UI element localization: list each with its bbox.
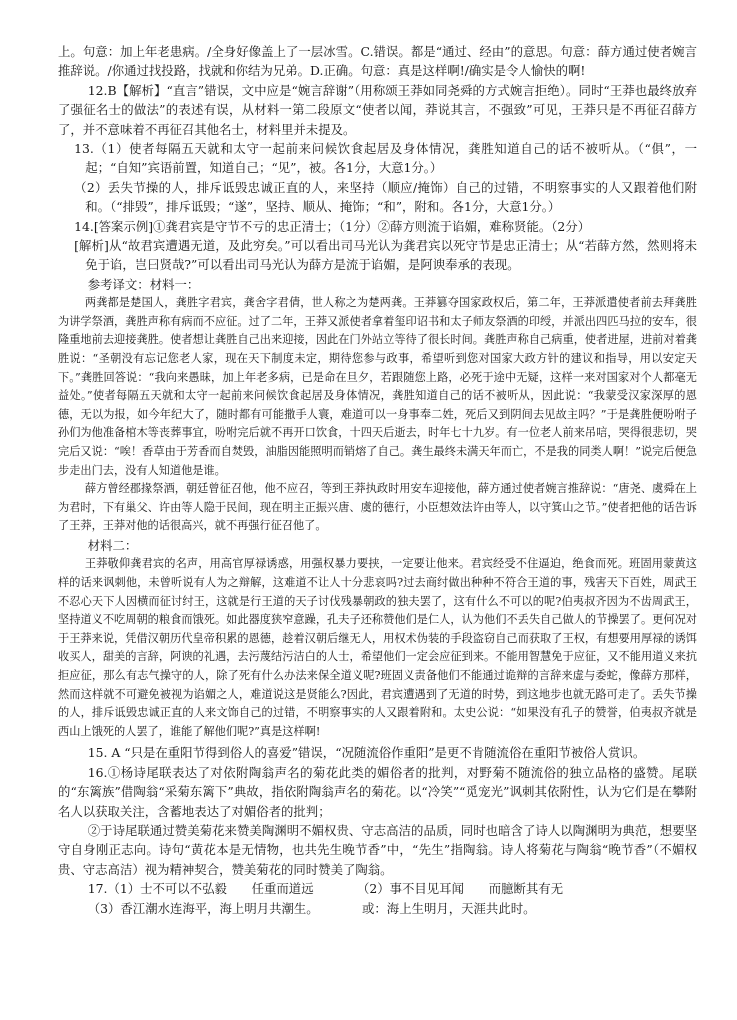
paragraph-q14-analysis: [解析]从“故君宾遭遇无道，及此穷矣。”可以看出司马光认为龚君宾以死守节是忠正清士；从“若薛方然，然则将未免于谄，岂曰贤哉?”可以看出司马光认为薛方是流于谄媚，是阿谀奉承的表现。 (74, 238, 697, 273)
paragraph-q16-2: ②于诗尾联通过赞美菊花来赞美陶渊明不媚权贵、守志高洁的品质，同时也暗含了诗人以陶渊明为典范，想要坚守自身刚正志向。诗句“黄花本是无情物，也共先生晚节香”中，“先生”指陶翁。诗人将菊花与陶翁“晚节香”（不媚权贵、守志高洁）视为精神契合，赞美菊花的同时赞美了陶翁。 (58, 822, 697, 877)
paragraph-q12: 12.B【解析】“直言”错误，文中应是“婉言辞谢”（用称颂王莽如同尧舜的方式婉言拒绝）。同时“王莽也最终放弃了强征名士的做法”的表述有误，从材料一第二段原文“使者以闻，莽说其言，不强致”可见，王莽只是不再征召薛方了，并不意味着不再征召其他名士，材料里并未提及。 (58, 82, 697, 137)
paragraph-q15: 15. A “只是在重阳节得到俗人的喜爱”错误，“况随流俗作重阳”是更不肯随流俗在重阳节被俗人赏识。 (87, 745, 646, 761)
translation-label-2: 材料二： (87, 538, 138, 553)
paragraph-q13-2: （2）丢失节操的人，排斥诋毁忠诚正直的人，来坚持（顺应/掩饰）自己的过错，不明察事实的人又跟着他们附和。（“排毁”，排斥诋毁；“遂”，坚持、顺从、掩饰；“和”，附和。各1分，大意1分。） (74, 179, 697, 215)
translation-material-1-p2: 薛方曾经郡掾祭酒，朝廷曾征召他，他不应召，等到王莽执政时用安车迎接他，薛方通过使者婉言推辞说：“唐尧、虞舜在上为君时，下有巢父、许由等人隐于民间，现在明主正振兴唐、虞的德行，小臣想效法许由等人，以守箕山之节。”使者把他的话告诉了王莽，王莽对他的话很高兴，就不再强行征召他了。 (58, 482, 697, 533)
paragraph-q16-1: 16.①杨诗尾联表达了对依附陶翁声名的菊花此类的媚俗者的批判，对野菊不随流俗的独立品格的盛赞。尾联的“东篱族”借陶翁“采菊东篱下”典故，指依附陶翁声名的菊花。以“冷笑”“觅宠光”讽刺其依附性，认为它们是在攀附名人以获取关注，含蓄地表达了对媚俗者的批判； (58, 764, 697, 819)
paragraph-q11-tail: 上。句意：加上年老患病。/全身好像盖上了一层冰雪。C.错误。都是“通过、经由”的意思。句意：薛方通过使者婉言推辞说。/你通过找投路，找就和你结为兄弟。D.正确。句意：真是这样啊!/确实是令人愉快的啊! (58, 44, 697, 79)
translation-label-1: 参考译文：材料一： (87, 276, 200, 292)
paragraph-q14-answer: 14.[答案示例]①龚君宾是守节不亏的忠正清士；（1分）②薛方则流于谄媚，难称贤能。（2分） (74, 218, 591, 234)
translation-material-1-p1: 两龚都是楚国人，龚胜字君宾，龚舍字君倩，世人称之为楚两龚。王莽篡夺国家政权后，第二年，王莽派遣使者前去拜龚胜为讲学祭酒，龚胜声称有病而不应征。过了二年，王莽又派使者拿着玺印诏书和太子师友祭酒的印绶，并派出四匹马拉的安车，很隆重地前去迎接龚胜。使者想让龚胜自己出来迎接，因此在门外站立等待了很长时间。龚胜声称自己病重，使者进屋，进前对着龚胜说：“圣朝没有忘记您老人家，现在天下制度未定，期待您参与政事，希望听到您对国家大政方针的建议和指导，用以安定天下。”龚胜回答说：“我向来愚昧，加上年老多病，已是命在旦夕，若跟随您上路，必死于途中无疑，这样一来对国家对个人都毫无益处。”使者每隔五天就和太守一起前来问候饮食起居及身体情况，龚胜知道自己的话不被听从，因此说：“我蒙受汉家深厚的恩德，无以为报，如今年纪大了，随时都有可能撒手人寰，难道可以一身事奉二姓，死后又到阴间去见故主吗？”于是龚胜便吩咐子孙们为他准备棺木等丧葬事宜，吩咐完后就不再开口饮食，十四天后逝去，时年七十九岁。有一位老人前来吊唁，哭得很悲切，哭完后又说：“唉！香草由于芳香而自焚毁，油脂因能照明而销熔了自己。龚生最终未满天年而亡，不是我的同类人啊！”说完后便急步走出门去，没有人知道他是谁。 (58, 296, 697, 477)
paragraph-q17-2: （3）香江潮水连海平，海上明月共潮生。 或：海上生明月，天涯共此时。 (87, 900, 536, 916)
translation-material-2: 王莽敬仰龚君宾的名声，用高官厚禄诱惑，用强权暴力要挟，一定要让他来。君宾经受不住逼迫，绝食而死。班固用蒙黄这样的话来讽刺他，未曾听说有人为之辩解，这难道不让人十分悲哀吗?过去商纣做出种种不符合王道的事，残害天下百姓，周武王不忍心天下人因横而征讨纣王，这就是行王道的天子讨伐残暴朝政的独夫罢了，这有什么不可以的呢?伯夷叔齐因为不齿周武王，坚持道义不吃周朝的粮食而饿死。如此器度狭窄意躁，孔夫子还称赞他们是仁人，认为他们不丢失自己做人的节操罢了。更何况对于王莽来说，凭借汉朝历代皇帝积累的恩德，趁着汉朝后继无人，用权术伪装的手段盗窃自己而获取了王权，有想要用厚禄的诱饵收买人，甜美的言辞，阿谀的礼遇，去污蔑结污洁白的人士，希望他们一定会应征到来。不能用智慧免于应征，又不能用道义来抗拒应征，那么有志气操守的人，除了死有什么办法来保全道义呢?班固义责备他们不能通过诡辩的言辞来虚与委蛇，像薛方那样，然而这样就不可避免被视为谄媚之人，难道说这是贤能么?因此，君宾遭遇到了无道的时势，到这地步也就无路可走了。丢失节操的人，排斥诋毁忠诚正直的人来文饰自己的过错，不明察事实的人又跟着附和。太史公说：“如果没有孔子的赞誉，伯夷叔齐就是西山上饿死的人罢了，谁能了解他们呢?”真是这样啊! (58, 557, 697, 738)
paragraph-q17-1: 17.（1）士不可以不弘毅 任重而道远 （2）事不目见耳闻 而臆断其有无 (87, 881, 564, 897)
paragraph-q13-1: 13.（1）使者每隔五天就和太守一起前来问候饮食起居及身体情况，龚胜知道自己的话不被听从。（“俱”，一起；“自知”宾语前置，知道自己；“见”，被。各1分，大意1分。） (74, 141, 697, 176)
